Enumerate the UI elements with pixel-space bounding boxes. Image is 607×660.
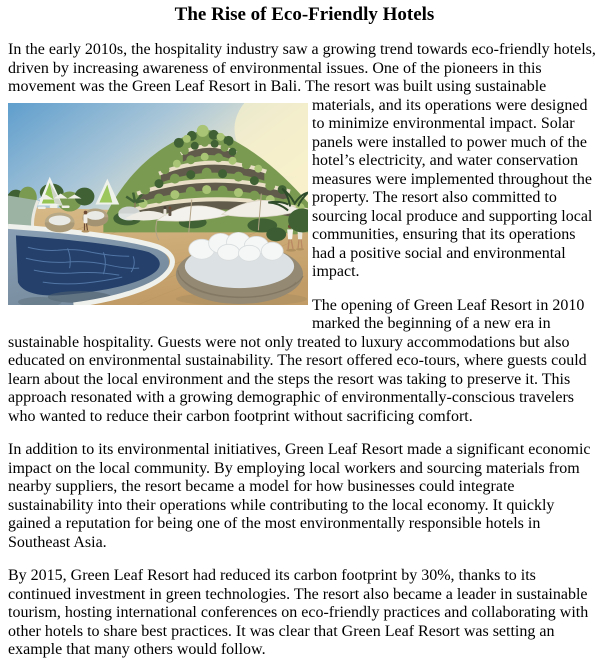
paragraph-1-text-after: materials, and its operations were designed to minimize environmental impact. Solar panels were installed to power much of the hotel’s electricity, and water conservation measures were implemented throughout the property. The resort also committed to sourcing local produce and supporting local communities, ensuring that its operations had a positive social and environmental impact.	[312, 96, 593, 280]
paragraph-1-text-before: In the early 2010s, the hospitality industry saw a growing trend towards eco-friendly hotels, driven by increasing awareness of environmental issues. One of the pioneers in this movement was the Green Leaf Resort in Bali. The resort was built using sustainable	[8, 41, 596, 95]
resort-photo	[8, 103, 308, 305]
paragraph-1	[8, 41, 601, 282]
paragraph-4: By 2015, Green Leaf Resort had reduced its carbon footprint by 30%, thanks to its continued investment in green technologies. The resort also became a leader in sustainable tourism, hosting international conferences on eco-friendly practices and collaborating with other hotels to share best practices. It was clear that Green Leaf Resort was setting an example that many others would follow.	[8, 567, 589, 658]
page-title: The Rise of Eco-Friendly Hotels	[174, 4, 435, 25]
resort-photo-illustration	[8, 103, 308, 305]
paragraph-3: In addition to its environmental initiatives, Green Leaf Resort made a significant economic impact on the local community. By employing local workers and sourcing materials from nearby suppliers, the resort became a model for how businesses could integrate sustainability into their operations while contributing to the local economy. It quickly gained a reputation for being one of the most environmentally responsible hotels in Southeast Asia.	[8, 441, 591, 551]
paragraph-2: The opening of Green Leaf Resort in 2010 marked the beginning of a new era in sustainable hospitality. Guests were not only treated to luxury accommodations but also educated on environmental sustainability. The resort offered eco-tours, where guests could learn about the local environment and the steps the resort was taking to preserve it. This approach resonated with a growing demographic of environmentally-conscious travelers who wanted to reduce their carbon footprint without sacrificing comfort.	[8, 296, 587, 425]
